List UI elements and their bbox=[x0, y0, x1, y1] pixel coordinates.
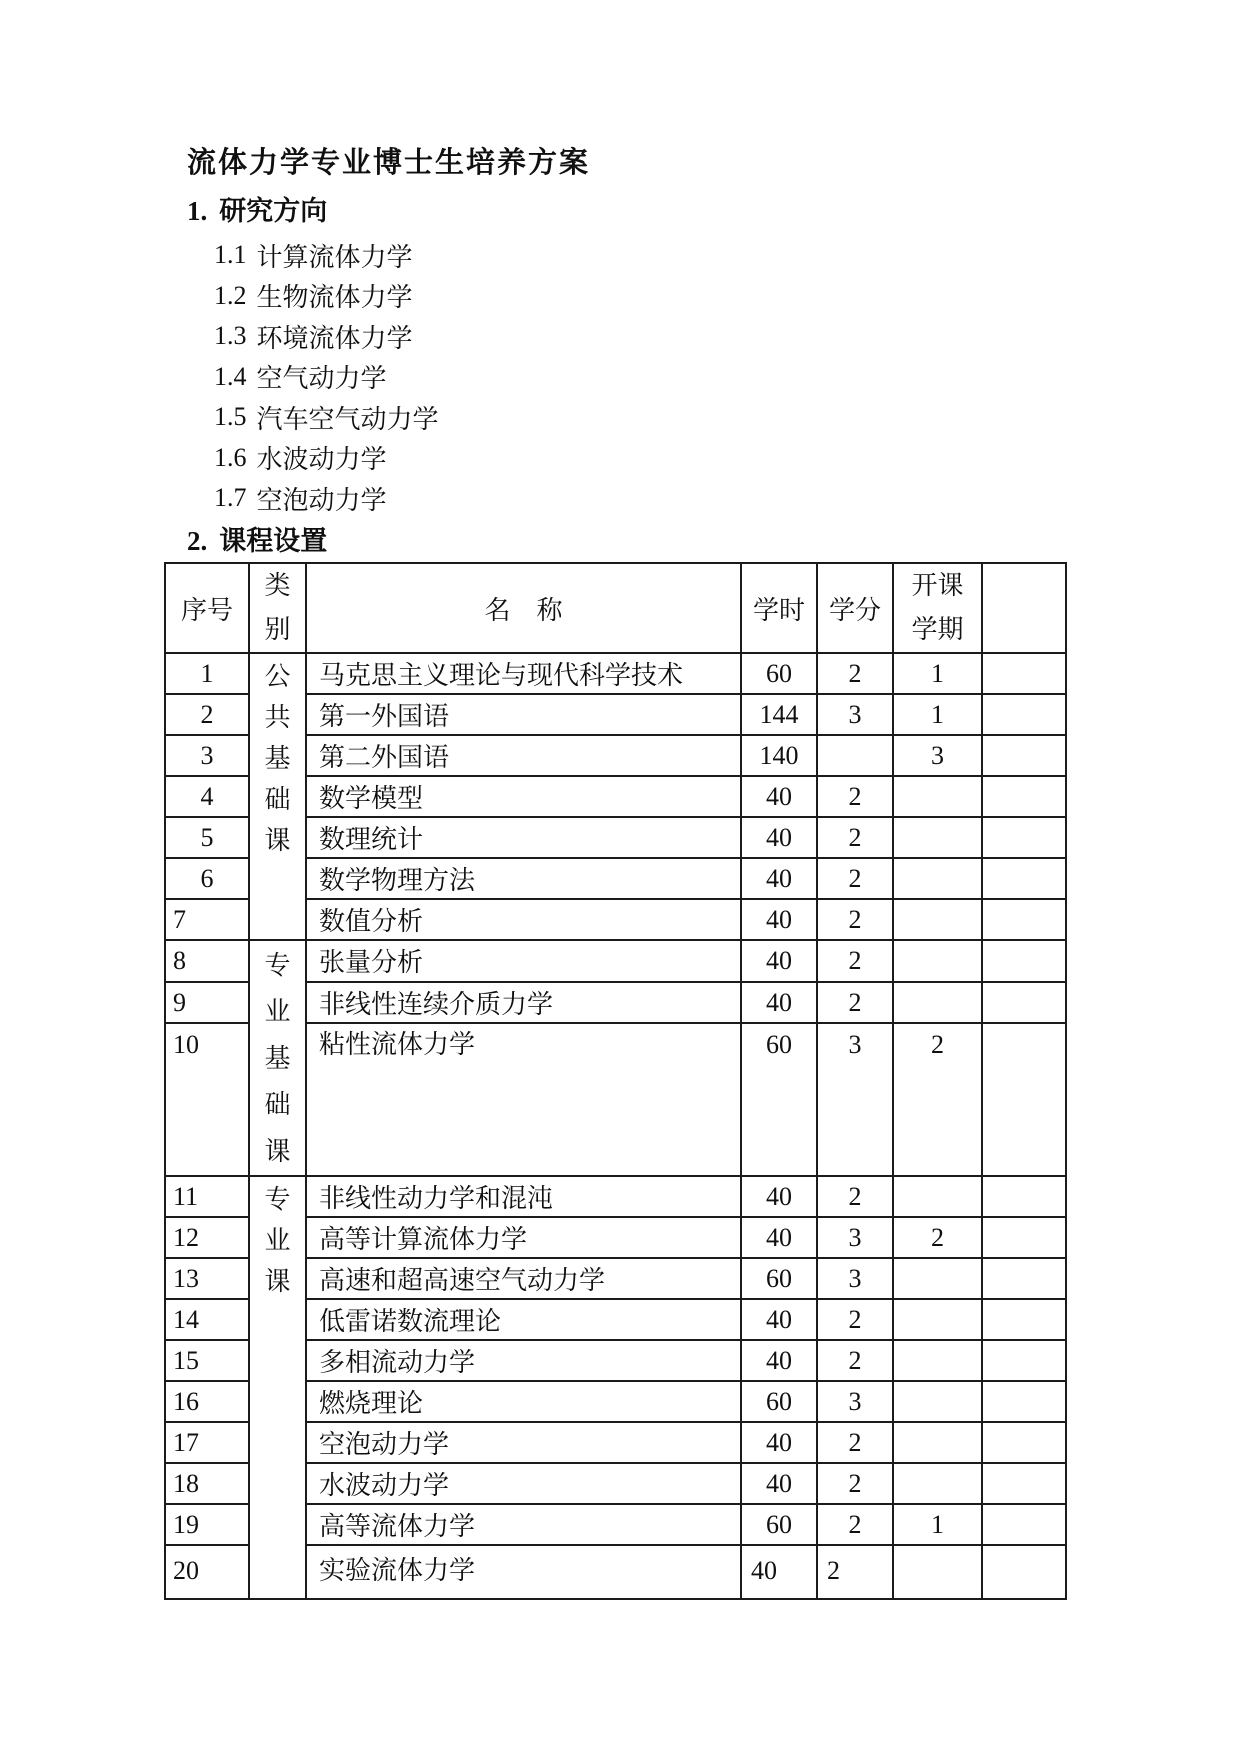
hours-cell: 40 bbox=[741, 940, 817, 982]
extra-cell bbox=[982, 653, 1066, 694]
category-char: 专 bbox=[264, 1185, 291, 1215]
credits-cell: 2 bbox=[817, 653, 893, 694]
course-name-cell: 非线性连续介质力学 bbox=[306, 982, 741, 1024]
col-header-semester: 开课 学期 bbox=[893, 563, 982, 653]
category-char: 课 bbox=[264, 1136, 291, 1166]
course-name-cell: 数理统计 bbox=[306, 817, 741, 858]
row-no-cell: 16 bbox=[165, 1381, 249, 1422]
course-name-cell: 高等计算流体力学 bbox=[306, 1217, 741, 1258]
semester-cell bbox=[893, 1176, 982, 1217]
research-item-text: 空泡动力学 bbox=[256, 485, 387, 515]
extra-cell bbox=[982, 1176, 1066, 1217]
hours-cell: 40 bbox=[741, 1422, 817, 1463]
hours-cell: 60 bbox=[741, 1381, 817, 1422]
semester-cell: 1 bbox=[893, 694, 982, 735]
row-no-cell: 13 bbox=[165, 1258, 249, 1299]
course-name-cell: 空泡动力学 bbox=[306, 1422, 741, 1463]
row-no-cell: 19 bbox=[165, 1504, 249, 1545]
hours-cell: 40 bbox=[741, 899, 817, 940]
course-row bbox=[165, 653, 1066, 694]
semester-cell: 3 bbox=[893, 735, 982, 776]
course-name-cell: 非线性动力学和混沌 bbox=[306, 1176, 741, 1217]
research-item bbox=[214, 397, 439, 438]
extra-cell bbox=[982, 694, 1066, 735]
category-char: 专 bbox=[264, 951, 291, 980]
extra-cell bbox=[982, 1299, 1066, 1340]
category-cell bbox=[249, 1176, 306, 1599]
hours-cell: 40 bbox=[741, 1340, 817, 1381]
semester-cell: 1 bbox=[893, 1504, 982, 1545]
hours-cell: 40 bbox=[741, 817, 817, 858]
category-char: 础 bbox=[264, 785, 291, 814]
row-no-cell: 5 bbox=[165, 817, 249, 858]
research-item-number: 1.2 bbox=[214, 280, 247, 310]
hours-cell: 144 bbox=[741, 694, 817, 735]
row-no-cell: 12 bbox=[165, 1217, 249, 1258]
course-name-cell: 数值分析 bbox=[306, 899, 741, 940]
research-item bbox=[214, 438, 439, 479]
credits-cell: 2 bbox=[817, 1299, 893, 1340]
category-char: 基 bbox=[264, 1043, 291, 1073]
semester-cell bbox=[893, 817, 982, 858]
row-no-cell: 3 bbox=[165, 735, 249, 776]
extra-cell bbox=[982, 1023, 1066, 1176]
hours-cell: 140 bbox=[741, 735, 817, 776]
category-char: 基 bbox=[264, 744, 291, 773]
research-item-text: 环境流体力学 bbox=[256, 323, 413, 353]
research-item-text: 水波动力学 bbox=[256, 445, 387, 475]
row-no-cell: 1 bbox=[165, 653, 249, 694]
row-no-cell: 6 bbox=[165, 858, 249, 899]
extra-cell bbox=[982, 1463, 1066, 1504]
hours-cell: 60 bbox=[741, 1023, 817, 1176]
course-name-cell: 实验流体力学 bbox=[306, 1545, 741, 1599]
course-row bbox=[165, 1176, 1066, 1217]
col-header-category: 类 别 bbox=[249, 563, 306, 653]
extra-cell bbox=[982, 1504, 1066, 1545]
research-item bbox=[214, 276, 439, 317]
research-item bbox=[214, 235, 439, 276]
hours-cell: 60 bbox=[741, 653, 817, 694]
credits-cell: 3 bbox=[817, 694, 893, 735]
category-char: 公 bbox=[264, 662, 291, 691]
section-2-number: 2. bbox=[187, 526, 208, 556]
research-item-text: 计算流体力学 bbox=[256, 242, 413, 272]
section-2-title: 课程设置 bbox=[219, 526, 328, 556]
category-char: 课 bbox=[264, 826, 291, 855]
credits-cell: 3 bbox=[817, 1258, 893, 1299]
course-name-cell: 第二外国语 bbox=[306, 735, 741, 776]
semester-cell: 2 bbox=[893, 1217, 982, 1258]
credits-cell: 2 bbox=[817, 1176, 893, 1217]
row-no-cell: 11 bbox=[165, 1176, 249, 1217]
credits-cell: 2 bbox=[817, 1504, 893, 1545]
credits-cell bbox=[817, 735, 893, 776]
course-name-cell: 张量分析 bbox=[306, 940, 741, 982]
extra-cell bbox=[982, 735, 1066, 776]
semester-cell bbox=[893, 1463, 982, 1504]
course-name-cell: 数学物理方法 bbox=[306, 858, 741, 899]
row-no-cell: 17 bbox=[165, 1422, 249, 1463]
credits-cell: 2 bbox=[817, 817, 893, 858]
course-name-cell: 马克思主义理论与现代科学技术 bbox=[306, 653, 741, 694]
extra-cell bbox=[982, 1258, 1066, 1299]
category-cell bbox=[249, 940, 306, 1176]
category-char: 业 bbox=[264, 1226, 291, 1256]
course-name-cell: 粘性流体力学 bbox=[306, 1023, 741, 1176]
course-row bbox=[165, 940, 1066, 982]
row-no-cell: 4 bbox=[165, 776, 249, 817]
course-table bbox=[164, 562, 1067, 1600]
extra-cell bbox=[982, 1217, 1066, 1258]
course-name-cell: 第一外国语 bbox=[306, 694, 741, 735]
research-item-number: 1.5 bbox=[214, 402, 247, 432]
category-char: 共 bbox=[264, 703, 291, 732]
credits-cell: 2 bbox=[817, 940, 893, 982]
course-name-cell: 高速和超高速空气动力学 bbox=[306, 1258, 741, 1299]
credits-cell: 3 bbox=[817, 1023, 893, 1176]
section-2-heading bbox=[187, 519, 327, 558]
category-char: 础 bbox=[264, 1090, 291, 1120]
credits-cell: 2 bbox=[817, 982, 893, 1024]
semester-cell bbox=[893, 899, 982, 940]
semester-cell bbox=[893, 1258, 982, 1299]
extra-cell bbox=[982, 982, 1066, 1024]
semester-cell bbox=[893, 1381, 982, 1422]
course-name-cell: 燃烧理论 bbox=[306, 1381, 741, 1422]
table-header-row bbox=[165, 563, 1066, 653]
course-name-cell: 多相流动力学 bbox=[306, 1340, 741, 1381]
row-no-cell: 10 bbox=[165, 1023, 249, 1176]
col-header-credits: 学分 bbox=[817, 563, 893, 653]
extra-cell bbox=[982, 899, 1066, 940]
semester-cell bbox=[893, 1340, 982, 1381]
extra-cell bbox=[982, 1340, 1066, 1381]
row-no-cell: 20 bbox=[165, 1545, 249, 1599]
research-item-number: 1.4 bbox=[214, 361, 247, 391]
extra-cell bbox=[982, 817, 1066, 858]
credits-cell: 2 bbox=[817, 776, 893, 817]
col-header-extra bbox=[982, 563, 1066, 653]
extra-cell bbox=[982, 1422, 1066, 1463]
research-item-text: 汽车空气动力学 bbox=[256, 404, 439, 434]
credits-cell: 2 bbox=[817, 899, 893, 940]
course-name-cell: 高等流体力学 bbox=[306, 1504, 741, 1545]
credits-cell: 3 bbox=[817, 1217, 893, 1258]
section-1-title: 研究方向 bbox=[219, 196, 328, 226]
hours-cell: 40 bbox=[741, 1463, 817, 1504]
row-no-cell: 7 bbox=[165, 899, 249, 940]
extra-cell bbox=[982, 776, 1066, 817]
credits-cell: 2 bbox=[817, 1340, 893, 1381]
research-item-number: 1.1 bbox=[214, 240, 247, 270]
course-name-cell: 水波动力学 bbox=[306, 1463, 741, 1504]
semester-cell bbox=[893, 1422, 982, 1463]
hours-cell: 40 bbox=[741, 776, 817, 817]
extra-cell bbox=[982, 940, 1066, 982]
hours-cell: 40 bbox=[741, 982, 817, 1024]
research-item-text: 生物流体力学 bbox=[256, 283, 413, 313]
hours-cell: 60 bbox=[741, 1258, 817, 1299]
research-direction-list bbox=[214, 235, 439, 519]
credits-cell: 2 bbox=[817, 1422, 893, 1463]
row-no-cell: 18 bbox=[165, 1463, 249, 1504]
row-no-cell: 14 bbox=[165, 1299, 249, 1340]
semester-cell: 1 bbox=[893, 653, 982, 694]
semester-cell bbox=[893, 982, 982, 1024]
course-table-wrap bbox=[164, 562, 1067, 1600]
semester-cell bbox=[893, 776, 982, 817]
research-item bbox=[214, 478, 439, 519]
section-1-heading bbox=[187, 189, 327, 228]
col-header-name: 名 称 bbox=[306, 563, 741, 653]
semester-cell: 2 bbox=[893, 1023, 982, 1176]
research-item-text: 空气动力学 bbox=[256, 364, 387, 394]
page-title: 流体力学专业博士生培养方案 bbox=[187, 147, 591, 179]
semester-cell bbox=[893, 1545, 982, 1599]
credits-cell: 2 bbox=[817, 1545, 893, 1599]
extra-cell bbox=[982, 858, 1066, 899]
category-char: 业 bbox=[264, 997, 291, 1027]
row-no-cell: 9 bbox=[165, 982, 249, 1024]
row-no-cell: 15 bbox=[165, 1340, 249, 1381]
row-no-cell: 8 bbox=[165, 940, 249, 982]
research-item bbox=[214, 357, 439, 398]
hours-cell: 40 bbox=[741, 1299, 817, 1340]
hours-cell: 40 bbox=[741, 1176, 817, 1217]
extra-cell bbox=[982, 1381, 1066, 1422]
credits-cell: 3 bbox=[817, 1381, 893, 1422]
credits-cell: 2 bbox=[817, 858, 893, 899]
course-name-cell: 低雷诺数流理论 bbox=[306, 1299, 741, 1340]
hours-cell: 40 bbox=[741, 1545, 817, 1599]
semester-cell bbox=[893, 1299, 982, 1340]
col-header-no: 序号 bbox=[165, 563, 249, 653]
research-item-number: 1.6 bbox=[214, 442, 247, 472]
col-header-hours: 学时 bbox=[741, 563, 817, 653]
research-item-number: 1.7 bbox=[214, 483, 247, 513]
credits-cell: 2 bbox=[817, 1463, 893, 1504]
category-cell bbox=[249, 653, 306, 940]
category-char: 课 bbox=[264, 1267, 291, 1297]
research-item bbox=[214, 316, 439, 357]
hours-cell: 40 bbox=[741, 1217, 817, 1258]
section-1-number: 1. bbox=[187, 196, 208, 226]
row-no-cell: 2 bbox=[165, 694, 249, 735]
semester-cell bbox=[893, 940, 982, 982]
course-name-cell: 数学模型 bbox=[306, 776, 741, 817]
hours-cell: 60 bbox=[741, 1504, 817, 1545]
extra-cell bbox=[982, 1545, 1066, 1599]
research-item-number: 1.3 bbox=[214, 321, 247, 351]
semester-cell bbox=[893, 858, 982, 899]
hours-cell: 40 bbox=[741, 858, 817, 899]
